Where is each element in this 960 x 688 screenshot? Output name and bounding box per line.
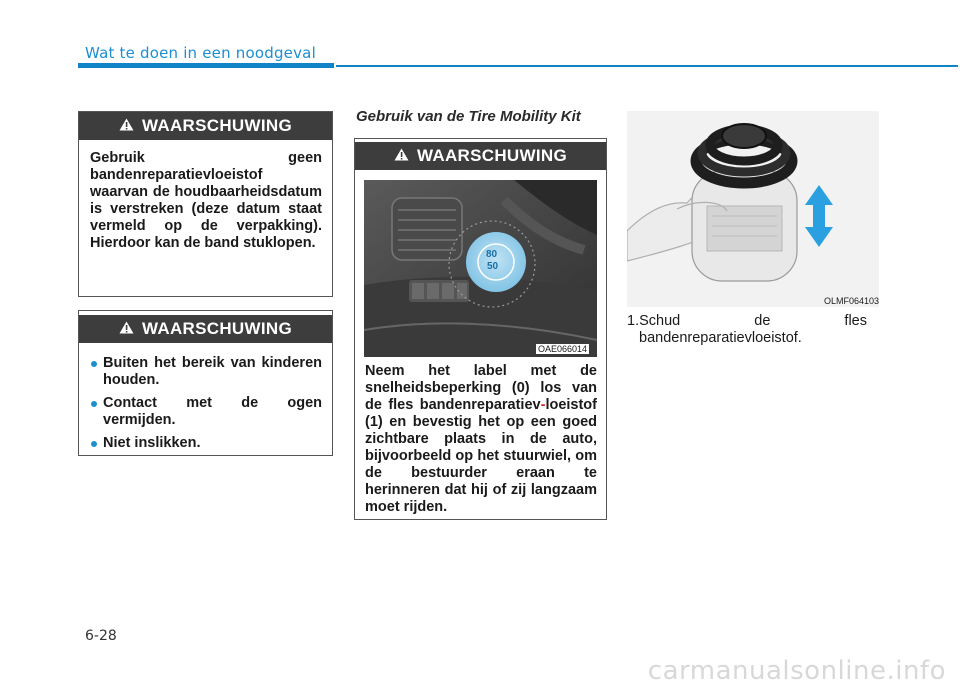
warning-header-label: WAARSCHUWING — [142, 319, 292, 338]
warning-box-safety — [78, 310, 333, 456]
warning-box-speed-label — [354, 138, 607, 520]
bottle-image — [627, 111, 879, 307]
header-rule-thick — [78, 63, 334, 68]
step-1 — [627, 313, 867, 347]
hyphen-mark: - — [540, 397, 546, 413]
section-heading: Gebruik van de Tire Mobility Kit — [356, 108, 581, 125]
image-code-label: OLMF064103 — [824, 296, 880, 306]
step-word: fles — [844, 313, 867, 329]
step-word: de — [754, 313, 771, 329]
warning-header-label: WAARSCHUWING — [142, 116, 292, 135]
warning-triangle-icon — [394, 146, 409, 166]
speed-label-top: 80 — [486, 249, 498, 260]
warning-text — [365, 363, 597, 516]
header-rule-thin — [336, 65, 958, 67]
step-word: Schud — [639, 313, 681, 329]
speed-label-bottom: 50 — [487, 261, 499, 272]
bottle-illustration — [627, 111, 879, 307]
bullet-item: Buiten het bereik van kinderen houden. — [90, 355, 322, 389]
dashboard-image — [364, 180, 597, 357]
watermark: carmanualsonline.info — [647, 656, 946, 686]
dashboard-illustration — [364, 180, 597, 357]
shake-arrow — [805, 185, 833, 247]
warning-text-part2: loeistof (1) en bevestig het op een goed zichtbare plaats in de auto, bijvoorbeeld op het stuurwiel, om de bestuurder eraan te herinneren dat hij of zij langzaam moet rijden. — [365, 397, 597, 515]
bullet-item: Contact met de ogen vermijden. — [90, 395, 322, 429]
warning-text-part1: Neem het label met de snelheidsbeperking (0) los van de fles bandenreparatiev — [365, 363, 597, 413]
warning-header — [355, 142, 606, 170]
bullet-item: Niet inslikken. — [90, 435, 322, 452]
step-line: bandenreparatievloeistof. — [639, 330, 802, 346]
warning-header — [79, 112, 332, 140]
warning-box-expiry — [78, 111, 333, 297]
section-header-title: Wat te doen in een noodgeval — [85, 44, 316, 62]
warning-bullets — [90, 355, 322, 458]
warning-text: Gebruik geen bandenreparatievloeistof waarvan de houdbaarheidsdatum is verstreken (deze datum staat vermeld op de verpakking). Hierdoor kan de band stuklopen. — [90, 150, 322, 251]
image-code-label: OAE066014 — [538, 344, 588, 354]
warning-header — [79, 315, 332, 343]
warning-triangle-icon — [119, 319, 134, 339]
warning-triangle-icon — [119, 116, 134, 136]
warning-header-label: WAARSCHUWING — [417, 146, 567, 165]
step-number: 1. — [627, 313, 640, 329]
page-number: 6-28 — [85, 628, 117, 644]
